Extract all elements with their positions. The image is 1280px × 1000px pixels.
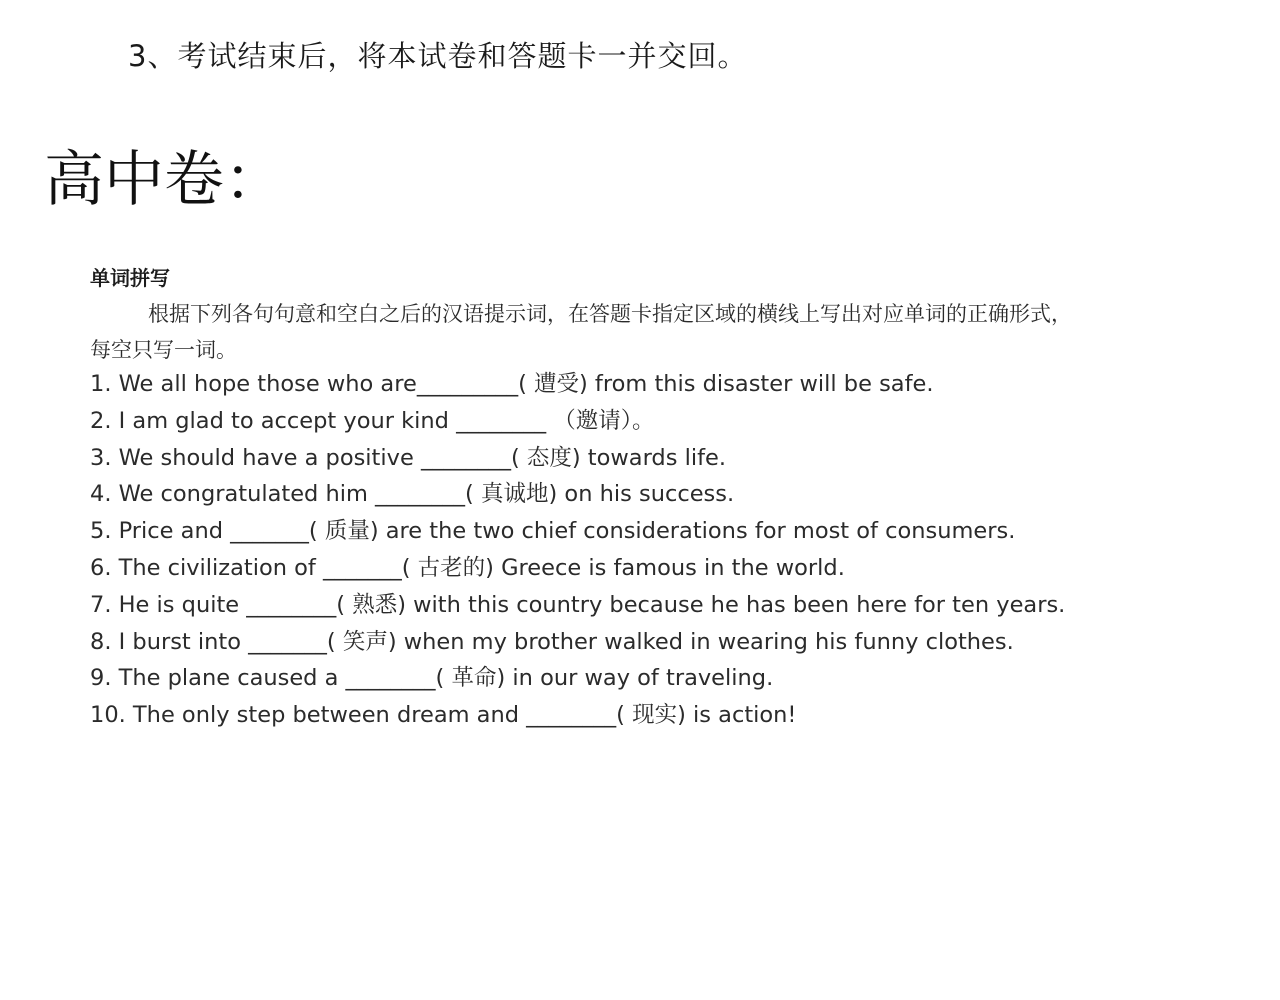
section-title: 高中卷： <box>44 145 284 215</box>
question-item: 6. The civilization of _______( 古老的) Greece is famous in the world. <box>90 554 845 581</box>
question-item: 3. We should have a positive ________( 态度) towards life. <box>90 444 727 471</box>
question-item: 2. I am glad to accept your kind ________ （邀请）。 <box>90 407 655 434</box>
question-item: 8. I burst into _______( 笑声) when my brother walked in wearing his funny clothes. <box>90 628 1014 655</box>
directions-line-1: 根据下列各句句意和空白之后的汉语提示词，在答题卡指定区域的横线上写出对应单词的正确形式， <box>148 302 1072 326</box>
question-item: 7. He is quite ________( 熟悉) with this country because he has been here for ten years. <box>90 591 1066 618</box>
directions <box>90 296 1240 368</box>
question-list <box>90 366 1065 734</box>
question-item: 10. The only step between dream and ________( 现实) is action! <box>90 702 797 729</box>
question-item: 9. The plane caused a ________( 革命) in our way of traveling. <box>90 665 774 692</box>
question-item: 5. Price and _______( 质量) are the two chief considerations for most of consumers. <box>90 518 1016 545</box>
directions-line-2: 每空只写一词。 <box>90 338 237 362</box>
exam-instruction: 3、考试结束后，将本试卷和答题卡一并交回。 <box>128 39 748 73</box>
question-item: 1. We all hope those who are_________( 遭受) from this disaster will be safe. <box>90 371 934 397</box>
question-item: 4. We congratulated him ________( 真诚地) on his success. <box>90 481 735 508</box>
section-heading: 单词拼写 <box>90 266 170 290</box>
